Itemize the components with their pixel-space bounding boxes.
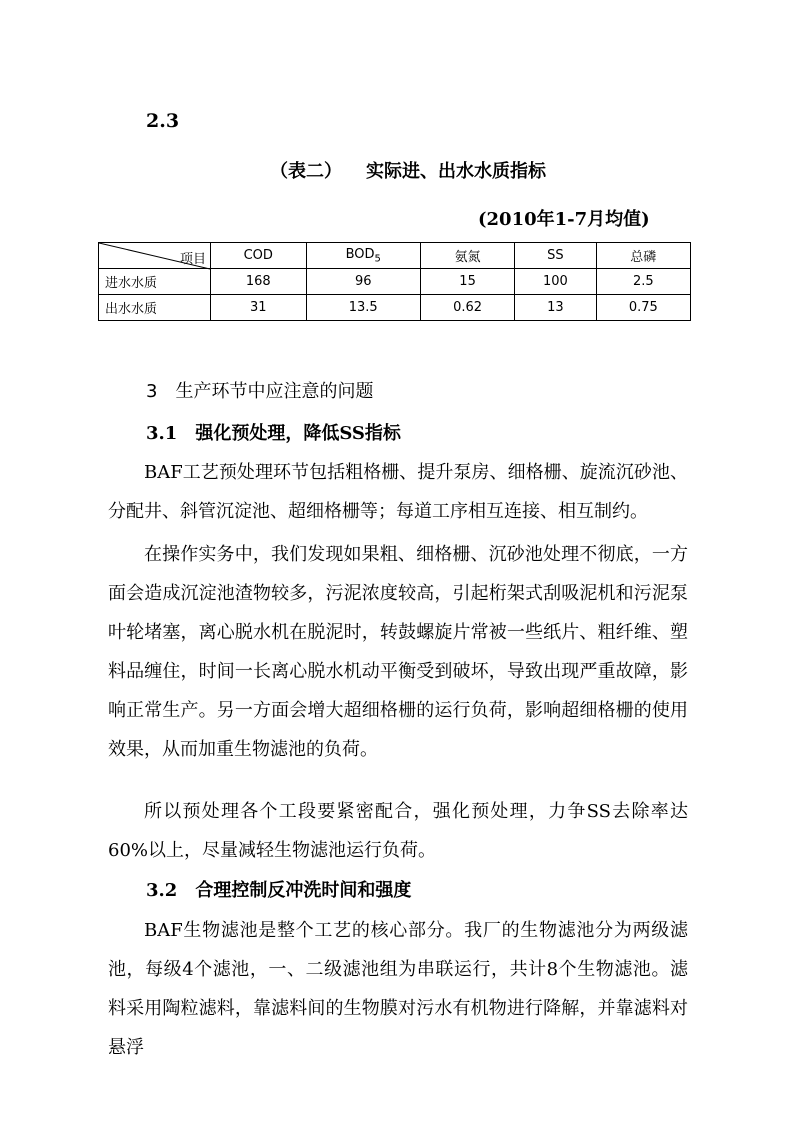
column-header-ammonia: 氨氮 <box>420 243 514 269</box>
corner-header-label: 项目 <box>179 252 206 267</box>
paragraph: 所以预处理各个工段要紧密配合，强化预处理，力争SS去除率达60%以上，尽量减轻生物滤池运行负荷。 <box>108 801 688 861</box>
table-cell: 31 <box>211 295 307 321</box>
section-heading-3-2: 3.2 合理控制反冲洗时间和强度 <box>146 880 412 901</box>
table-cell: 96 <box>306 269 420 295</box>
table-cell: 13.5 <box>306 295 420 321</box>
table-cell: 13 <box>515 295 596 321</box>
column-header-ss: SS <box>515 243 596 269</box>
column-header-tp: 总磷 <box>596 243 690 269</box>
table-caption-label: （表二） <box>270 161 342 182</box>
table-cell: 0.62 <box>420 295 514 321</box>
section-heading-3-1: 3.1 强化预处理，降低SS指标 <box>146 423 401 444</box>
table-row <box>99 295 691 321</box>
section-number: 2.3 <box>146 110 180 132</box>
column-header-cod: COD <box>211 243 307 269</box>
column-header-bod: $BOD_5$ <box>306 243 420 269</box>
table-cell: 168 <box>211 269 307 295</box>
table-row <box>99 269 691 295</box>
paragraph: BAF生物滤池是整个工艺的核心部分。我厂的生物滤池分为两级滤池，每级4个滤池，一、二级滤池组为串联运行，共计8个生物滤池。滤料采用陶粒滤料，靠滤料间的生物膜对污水有机物进行降解，并靠滤料对悬浮 <box>108 920 688 1058</box>
row-label: 进水水质 <box>99 269 211 295</box>
table-cell: 0.75 <box>596 295 690 321</box>
water-quality-table <box>98 242 691 321</box>
paragraph: 在操作实务中，我们发现如果粗、细格栅、沉砂池处理不彻底，一方面会造成沉淀池渣物较多，污泥浓度较高，引起桁架式刮吸泥机和污泥泵叶轮堵塞，离心脱水机在脱泥时，转鼓螺旋片常被一些纸片、粗纤维、塑料品缠住，时间一长离心脱水机动平衡受到破坏，导致出现严重故障，影响正常生产。另一方面会增大超细格栅的运行负荷，影响超细格栅的使用效果，从而加重生物滤池的负荷。 <box>108 544 688 760</box>
table-cell: 2.5 <box>596 269 690 295</box>
table-cell: 15 <box>420 269 514 295</box>
table-corner-header <box>99 243 211 269</box>
table-caption <box>270 157 546 183</box>
paragraph: BAF工艺预处理环节包括粗格栅、提升泵房、细格栅、旋流沉砂池、分配井、斜管沉淀池、超细格栅等；每道工序相互连接、相互制约。 <box>108 462 688 522</box>
table-caption-title: 实际进、出水水质指标 <box>366 161 546 182</box>
row-label: 出水水质 <box>99 295 211 321</box>
table-cell: 100 <box>515 269 596 295</box>
section-heading-3: 3 生产环节中应注意的问题 <box>146 381 374 402</box>
table-note: (2010年1-7月均值) <box>478 209 650 230</box>
table-header-row <box>99 243 691 269</box>
